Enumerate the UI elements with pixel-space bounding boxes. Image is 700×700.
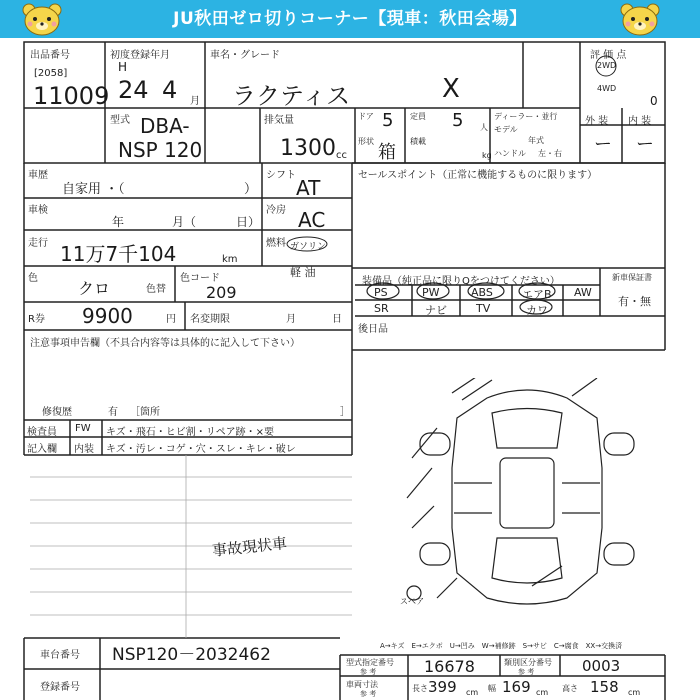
class-number-sub: 参 考 [518,668,535,676]
capacity-unit: 人 [480,123,488,132]
class-number-label: 類別区分番号 [504,658,552,667]
warranty-label: 新車保証書 [612,273,652,282]
repair-value: 有 [108,407,118,418]
plate-label: 登録番号 [40,682,80,693]
shape-label: 形状 [358,137,374,146]
height-unit: cm [628,688,641,697]
height-value: 158 [590,678,619,696]
equipment-airbag: エアB [522,288,552,301]
drive-2wd-badge: 2WD [597,61,617,70]
ac-value: AC [298,208,326,232]
dimensions-label: 車両寸法 [346,680,378,689]
damage-legend: A→キズ E→エクボ U→凹み W→補修跡 S→サビ C→腐食 XX→交換済 [380,642,623,650]
lot-number: 11009 [33,82,110,110]
color-code-value: 209 [206,283,237,302]
model-year-label-b: 年式 [528,136,544,145]
mileage-unit: km [222,254,238,265]
later-items-label: 後日品 [358,324,388,335]
color-value: クロ [78,279,111,298]
width-value: 169 [502,678,531,696]
recycle-value: 9900 [82,304,133,328]
registration-label: 初度登録年月 [110,50,170,61]
displacement-value: 1300 [280,136,336,161]
mileage-value: 11万7千104 [60,242,177,266]
registration-month-unit: 月 [190,96,200,107]
score-exterior-value: ー [594,134,612,155]
equipment-label: 装備品（純正品に限りQをつけてください） [362,276,560,287]
length-value: 399 [428,678,457,696]
recycle-unit: 円 [166,314,176,325]
doors-value: 5 [382,110,394,131]
name-change-day: 日 [332,314,342,325]
score-interior-label: 内 装 [628,116,652,127]
spare-label: スペア [400,597,424,606]
inspector-fw-items: キズ・飛石・ヒビ割・リペア跡・×要 [106,427,274,438]
score-value: 0 [650,94,658,108]
load-unit: kg [482,151,492,160]
color-label: 色 [28,273,38,284]
page-title: JU秋田ゼロ切りコーナー【現車：秋田会場】 [173,9,527,29]
name-change-label: 名変期限 [190,314,230,325]
chassis-value: NSP120－2032462 [112,645,271,665]
fuel-gasoline: ガソリン [290,242,327,252]
drive-4wd-label: 4WD [597,84,617,93]
inspection-day-label: 日） [236,215,261,229]
score-label: 評 価 点 [590,50,627,61]
repair-place-close: ］ [340,407,350,418]
load-label: 積載 [410,137,426,146]
type-number-label: 型式指定番号 [346,658,394,667]
repair-label: 修復歴 [42,407,72,418]
length-label: 長さ [412,684,428,693]
fuel-label: 燃料 [266,238,286,249]
vehicle-damage-diagram [392,378,662,618]
equipment-leather: カワ [526,304,548,317]
displacement-unit: cc [336,150,347,161]
name-change-month: 月 [286,314,296,325]
lot-label: 出品番号 [30,50,70,61]
history-value: 自家用 ・（ [62,182,125,197]
sales-points-label: セールスポイント（正常に機能するものに限ります） [358,170,598,181]
lot-sub-number: [2058] [34,68,68,79]
model-value-line1: DBA- [140,114,190,138]
repair-place-label: ［箇所 [130,407,160,418]
color-code-label: 色コード [180,273,220,284]
model-value-line2: NSP 120 [118,138,203,162]
capacity-value: 5 [452,110,464,131]
shift-value: AT [296,176,321,200]
mileage-label: 走行 [28,238,48,249]
car-grade-value: X [442,74,460,104]
width-label: 幅 [488,684,496,693]
history-label: 車歴 [28,170,48,181]
dimensions-sub: 参 考 [360,690,377,698]
notes-label: 注意事項申告欄（不具合内容等は具体的に記入して下さい） [30,338,300,349]
history-close: ） [244,182,258,197]
inspector-handwritten-note: 事故現状車 [211,534,288,560]
equipment-navi: ナビ [425,304,447,317]
equipment-pw: PW [422,286,440,299]
inspector-int-items: キズ・汚レ・コゲ・穴・スレ・キレ・破レ [106,444,296,455]
model-year-label-a: モデル [494,125,518,134]
doors-label: ドア [358,112,374,121]
registration-year: 24 [118,76,149,104]
class-number-value: 0003 [582,657,621,675]
equipment-aw: AW [574,286,592,299]
registration-era: H [118,60,128,74]
inspection-label: 車検 [28,205,48,216]
equipment-sr: SR [374,302,389,315]
ac-label: 冷房 [266,205,286,216]
type-number-value: 16678 [424,657,475,676]
type-number-sub: 参 考 [360,668,377,676]
shape-value: 箱 [378,142,396,163]
inspector-label-2: 記入欄 [27,444,57,455]
recycle-label: R券 [28,314,45,325]
height-label: 高さ [562,684,578,693]
registration-month: 4 [162,76,178,104]
equipment-abs: ABS [471,286,493,299]
score-exterior-label: 外 装 [585,116,609,127]
car-name-value: ラクティス [232,82,351,110]
inspector-fw-label: FW [75,423,91,434]
inspection-year-label: 年 [112,215,125,229]
car-name-label: 車名・グレード [210,50,280,61]
dealer-label: ディーラー・並行 [494,112,558,121]
equipment-ps: PS [374,286,388,299]
warranty-value: 有・無 [618,295,651,308]
chassis-label: 車台番号 [40,650,80,661]
inspector-int-label: 内装 [74,444,94,455]
inspector-label-1: 検査員 [27,427,57,438]
fuel-diesel: 軽 油 [290,266,316,279]
length-unit: cm [466,688,479,697]
displacement-label: 排気量 [264,115,294,126]
shift-label: シフト [266,170,296,181]
inspection-month-label: 月（ [172,215,197,229]
color-change-label: 色替 [146,284,166,295]
capacity-label: 定員 [410,112,426,121]
model-label: 型式 [110,115,130,126]
equipment-tv: TV [476,302,491,315]
width-unit: cm [536,688,549,697]
score-interior-value: ー [636,134,654,155]
handle-label: ハンドル [494,149,526,158]
handle-options: 左・右 [538,149,562,158]
